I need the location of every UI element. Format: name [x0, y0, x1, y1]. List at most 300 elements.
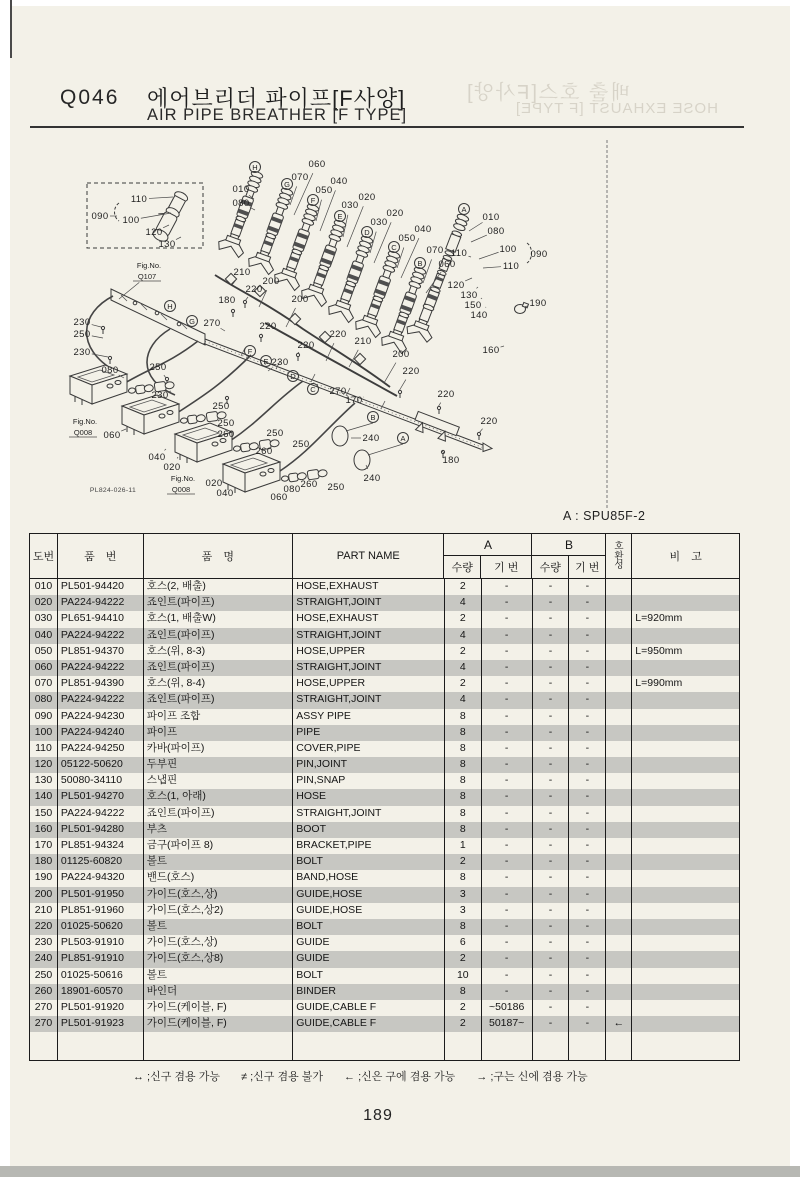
col-qty-a: 8 [445, 789, 482, 805]
col-nameko: 죠인트(파이프) [144, 595, 294, 611]
col-partno: PL851-94324 [58, 838, 144, 854]
col-serial-a: 50187~ [482, 1016, 533, 1032]
col-partname: BAND,HOSE [293, 870, 445, 886]
col-serial-a: - [482, 692, 533, 708]
col-serial-a: - [482, 919, 533, 935]
ref-letter: G [189, 316, 195, 326]
diagram-callout: 250 [73, 329, 91, 340]
table-row [30, 1000, 739, 1016]
col-serial-a: - [482, 870, 533, 886]
col-qty-a: 3 [445, 887, 482, 903]
diagram-callout: 120 [447, 280, 465, 291]
table-row [30, 919, 739, 935]
col-nameko: 죠인트(파이프) [144, 628, 294, 644]
parts-diagram [55, 133, 615, 515]
col-partname: BOLT [293, 968, 445, 984]
col-figno: 270 [30, 1016, 58, 1032]
col-qty-b: - [533, 757, 570, 773]
ref-letter: D [364, 227, 370, 237]
col-figno: 150 [30, 806, 58, 822]
col-remarks [632, 968, 739, 984]
bleedthrough-text-ko: 배출 호스[F사양] [465, 82, 630, 104]
col-partname: STRAIGHT,JOINT [293, 628, 445, 644]
col-figno: 230 [30, 935, 58, 951]
diagram-callout: 230 [73, 317, 91, 328]
col-remarks: L=950mm [635, 644, 683, 657]
diagram-callout: 040 [148, 452, 166, 463]
col-qty-a: 8 [445, 773, 482, 789]
col-figno: 060 [30, 660, 58, 676]
col-partname: HOSE,EXHAUST [293, 611, 445, 627]
col-partno: PA224-94222 [58, 660, 144, 676]
ref-letter: H [252, 162, 258, 172]
diagram-callout: 270 [329, 386, 347, 397]
col-remarks [632, 806, 739, 822]
diagram-callout: 150 [464, 300, 482, 311]
col-compat [606, 579, 632, 595]
col-serial-a: - [482, 984, 533, 1000]
diagram-callout: 160 [482, 345, 500, 356]
col-qty-a: 4 [445, 595, 482, 611]
col-serial-b: - [569, 887, 606, 903]
col-qty-a: 4 [445, 628, 482, 644]
diagram-callout: 080 [232, 198, 250, 209]
col-serial-b: - [569, 692, 606, 708]
col-serial-b: - [569, 984, 606, 1000]
col-figno: 100 [30, 725, 58, 741]
ref-letter: A [400, 433, 406, 443]
bleedthrough-text-en: HOSE EXHAUST [F TYPE] [515, 100, 718, 117]
diagram-callout: 180 [442, 455, 460, 466]
col-figno: 180 [30, 854, 58, 870]
col-qty-a: 4 [445, 692, 482, 708]
table-row [30, 773, 739, 789]
col-remarks [632, 773, 739, 789]
col-serial-a: ~50186 [482, 1000, 533, 1016]
col-qty-a: 8 [445, 725, 482, 741]
diagram-callout: 200 [392, 349, 410, 360]
col-remarks [632, 741, 739, 757]
col-qty-b: - [533, 595, 570, 611]
diagram-callout: 090 [91, 211, 109, 222]
col-qty-b: - [533, 660, 570, 676]
scan-edge-artifact [10, 0, 12, 58]
col-figno: 130 [30, 773, 58, 789]
col-figno: 050 [30, 644, 58, 660]
col-compat [606, 935, 632, 951]
col-compat [606, 757, 632, 773]
col-serial-a: - [482, 854, 533, 870]
col-qty-b: - [533, 870, 570, 886]
col-figno: 140 [30, 789, 58, 805]
diagram-callout: 110 [450, 248, 468, 259]
diagram-callout: 170 [345, 395, 363, 406]
th-compat: 호 환 성 [606, 534, 632, 578]
col-partno: PL651-94410 [58, 611, 144, 627]
col-qty-b: - [533, 725, 570, 741]
col-partname: BOLT [293, 854, 445, 870]
th-fig-no: 도번 [30, 534, 58, 578]
diagram-callout: 140 [470, 310, 488, 321]
diagram-callout: 220 [259, 321, 277, 332]
col-nameko: 가이드(호스,상) [144, 935, 294, 951]
legend-item: ≠ ;신구 겸용 불가 [240, 1071, 324, 1083]
col-compat [606, 660, 632, 676]
col-compat [606, 968, 632, 984]
ref-letter: C [391, 242, 397, 252]
diagram-callout: 030 [341, 200, 359, 211]
col-serial-b: - [569, 628, 606, 644]
col-compat [606, 628, 632, 644]
col-figno: 110 [30, 741, 58, 757]
diagram-callout: 260 [217, 429, 235, 440]
col-compat [606, 676, 632, 692]
table-row [30, 870, 739, 886]
ref-letter: A [461, 204, 467, 214]
col-remarks [632, 725, 739, 741]
guide-rings-240 [332, 423, 406, 470]
col-partno: PL851-94370 [58, 644, 144, 660]
col-serial-a: - [482, 644, 533, 660]
col-remarks [632, 919, 739, 935]
diagram-callout: 050 [398, 233, 416, 244]
col-remarks [632, 789, 739, 805]
col-qty-a: 2 [445, 854, 482, 870]
col-partname: HOSE,EXHAUST [293, 579, 445, 595]
col-remarks [632, 1000, 739, 1016]
diagram-callout: 220 [329, 329, 347, 340]
col-remarks: L=920mm [635, 612, 683, 625]
diagram-callout: 060 [438, 259, 456, 270]
col-compat [606, 725, 632, 741]
col-serial-a: - [482, 951, 533, 967]
ref-letter: D [290, 371, 296, 381]
diagram-callout: 060 [270, 492, 288, 503]
col-qty-b: - [533, 741, 570, 757]
col-compat [606, 709, 632, 725]
col-serial-a: - [482, 935, 533, 951]
empty-cell [58, 1032, 144, 1060]
col-partno: PL851-94390 [58, 676, 144, 692]
diagram-callout: 230 [271, 357, 289, 368]
col-serial-b: - [569, 741, 606, 757]
col-qty-b: - [533, 579, 570, 595]
col-partname: PIPE [293, 725, 445, 741]
col-partno: 01025-50620 [58, 919, 144, 935]
legend-item: ↔ ;신구 겸용 가능 [133, 1071, 220, 1083]
col-qty-b: - [533, 951, 570, 967]
col-serial-b: - [569, 789, 606, 805]
col-serial-b: - [569, 725, 606, 741]
parts-diagram-svg [55, 133, 615, 515]
col-serial-a: - [482, 806, 533, 822]
diagram-callout: 220 [402, 366, 420, 377]
col-serial-b: - [569, 838, 606, 854]
th-qty-b: 수량 [532, 556, 569, 578]
col-nameko: 가이드(호스,상8) [144, 951, 294, 967]
col-qty-a: 6 [445, 935, 482, 951]
page-title-english: AIR PIPE BREATHER [F TYPE] [147, 106, 408, 124]
diagram-callout: 020 [163, 462, 181, 473]
col-qty-b: - [533, 806, 570, 822]
empty-cell [533, 1032, 570, 1060]
col-serial-b: - [569, 773, 606, 789]
col-nameko: 호스(위, 8-4) [144, 676, 294, 692]
table-row [30, 806, 739, 822]
scanned-page [10, 6, 790, 1166]
col-qty-a: 8 [445, 757, 482, 773]
col-compat [606, 644, 632, 660]
ref-letter: C [310, 384, 316, 394]
table-row [30, 644, 739, 660]
col-nameko: 두부핀 [144, 757, 294, 773]
col-qty-b: - [533, 935, 570, 951]
diagram-callout: 250 [212, 401, 230, 412]
col-qty-a: 10 [445, 968, 482, 984]
col-qty-a: 4 [445, 660, 482, 676]
table-row [30, 676, 739, 692]
diagram-callout: 110 [130, 194, 148, 205]
col-remarks [632, 628, 739, 644]
col-partname: BOLT [293, 919, 445, 935]
col-qty-b: - [533, 854, 570, 870]
th-qty-a: 수량 [444, 556, 481, 578]
legend-item: → ;구는 신에 겸용 가능 [476, 1071, 588, 1083]
col-qty-b: - [533, 611, 570, 627]
col-nameko: 파이프 조합 [144, 709, 294, 725]
col-compat [606, 773, 632, 789]
col-compat [606, 822, 632, 838]
col-figno: 240 [30, 951, 58, 967]
col-nameko: 바인더 [144, 984, 294, 1000]
diagram-callout: 260 [300, 479, 318, 490]
col-nameko: 파이프 [144, 725, 294, 741]
diagram-callout: 070 [291, 172, 309, 183]
table-row [30, 838, 739, 854]
col-compat [606, 741, 632, 757]
diagram-callout: 260 [255, 446, 273, 457]
col-partname: GUIDE,CABLE F [293, 1016, 445, 1032]
diagram-callout: 100 [499, 244, 517, 255]
col-compat [606, 838, 632, 854]
ref-letter: H [167, 301, 173, 311]
empty-cell [144, 1032, 294, 1060]
table-row [30, 660, 739, 676]
col-remarks [632, 935, 739, 951]
table-row [30, 709, 739, 725]
th-group-b-label: B [532, 534, 605, 556]
diagram-callout: 230 [151, 390, 169, 401]
table-row [30, 789, 739, 805]
th-group-a [444, 534, 532, 578]
col-qty-a: 8 [445, 806, 482, 822]
diagram-callout: 200 [291, 294, 309, 305]
col-serial-a: - [482, 611, 533, 627]
col-qty-b: - [533, 676, 570, 692]
col-qty-b: - [533, 822, 570, 838]
col-partname: HOSE,UPPER [293, 644, 445, 660]
col-serial-b: - [569, 1016, 606, 1032]
col-qty-b: - [533, 628, 570, 644]
diagram-callout: 220 [245, 284, 263, 295]
col-partno: PL851-91910 [58, 951, 144, 967]
empty-cell [293, 1032, 445, 1060]
diagram-callout: 180 [218, 295, 236, 306]
col-remarks [632, 887, 739, 903]
col-serial-a: - [482, 838, 533, 854]
col-serial-a: - [482, 903, 533, 919]
col-qty-b: - [533, 919, 570, 935]
col-compat [606, 789, 632, 805]
col-figno: 080 [30, 692, 58, 708]
table-row [30, 579, 739, 595]
col-serial-b: - [569, 644, 606, 660]
col-serial-b: - [569, 870, 606, 886]
col-compat [606, 854, 632, 870]
th-part-name: PART NAME [293, 534, 444, 578]
col-qty-a: 8 [445, 870, 482, 886]
col-partname: GUIDE,HOSE [293, 903, 445, 919]
col-nameko: 부츠 [144, 822, 294, 838]
figure-reference: Fig.No. [136, 261, 162, 270]
col-serial-b: - [569, 595, 606, 611]
col-partno: PL501-94420 [58, 579, 144, 595]
col-serial-a: - [482, 725, 533, 741]
col-compat [606, 595, 632, 611]
col-compat [606, 951, 632, 967]
col-remarks [632, 951, 739, 967]
compat-legend [133, 1068, 588, 1084]
figure-reference: Fig.No. [170, 474, 196, 483]
col-serial-a: - [482, 676, 533, 692]
ref-letter: B [417, 258, 423, 268]
diagram-callout: 010 [232, 184, 250, 195]
col-serial-a: - [482, 660, 533, 676]
th-part-no: 품 번 [58, 534, 144, 578]
col-partname: COVER,PIPE [293, 741, 445, 757]
diagram-callout: 130 [158, 239, 176, 250]
diagram-callout: 010 [482, 212, 500, 223]
col-partname: STRAIGHT,JOINT [293, 660, 445, 676]
col-serial-b: - [569, 919, 606, 935]
col-serial-b: - [569, 676, 606, 692]
diagram-callout: 270 [203, 318, 221, 329]
col-qty-a: 8 [445, 741, 482, 757]
th-serial-b: 기 번 [575, 562, 600, 574]
table-row [30, 854, 739, 870]
col-qty-b: - [533, 1000, 570, 1016]
col-remarks [632, 854, 739, 870]
table-row [30, 968, 739, 984]
empty-cell [632, 1032, 739, 1060]
col-serial-a: - [482, 773, 533, 789]
table-row [30, 725, 739, 741]
ref-letter: B [370, 412, 376, 422]
diagram-callout: 090 [530, 249, 548, 260]
col-partname: STRAIGHT,JOINT [293, 806, 445, 822]
diagram-callout: 210 [233, 267, 251, 278]
col-partno: PL501-94280 [58, 822, 144, 838]
table-row [30, 692, 739, 708]
col-partname: STRAIGHT,JOINT [293, 595, 445, 611]
empty-cell [569, 1032, 606, 1060]
ref-letter: E [337, 211, 343, 221]
col-serial-a: - [482, 595, 533, 611]
table-row [30, 887, 739, 903]
col-serial-b: - [569, 579, 606, 595]
ref-letter: F [310, 195, 316, 205]
col-qty-a: 8 [445, 709, 482, 725]
diagram-callout: 220 [480, 416, 498, 427]
col-qty-a: 2 [445, 951, 482, 967]
diagram-callout: 060 [103, 430, 121, 441]
col-serial-b: - [569, 903, 606, 919]
col-qty-a: 8 [445, 822, 482, 838]
col-remarks [632, 984, 739, 1000]
col-qty-a: 8 [445, 919, 482, 935]
diagram-callout: 250 [149, 362, 167, 373]
col-nameko: 가이드(호스,상) [144, 887, 294, 903]
diagram-callout: 250 [217, 418, 235, 429]
col-qty-b: - [533, 838, 570, 854]
col-serial-a: - [482, 968, 533, 984]
col-partname: GUIDE,HOSE [293, 887, 445, 903]
col-partname: GUIDE [293, 935, 445, 951]
col-compat [606, 919, 632, 935]
table-empty-tail [30, 1032, 739, 1060]
table-row [30, 741, 739, 757]
pipe-rail [111, 289, 492, 452]
col-serial-b: - [569, 757, 606, 773]
col-qty-a: 3 [445, 903, 482, 919]
col-remarks: L=990mm [635, 677, 683, 690]
col-figno: 210 [30, 903, 58, 919]
table-row [30, 1016, 739, 1032]
col-nameko: 죠인트(파이프) [144, 692, 294, 708]
table-row [30, 628, 739, 644]
col-qty-b: - [533, 773, 570, 789]
col-serial-a: - [482, 709, 533, 725]
col-nameko: 가이드(케이블, F) [144, 1016, 294, 1032]
col-nameko: 볼트 [144, 854, 294, 870]
col-figno: 160 [30, 822, 58, 838]
empty-cell [30, 1032, 58, 1060]
diagram-callout: 110 [502, 261, 520, 272]
diagram-callout: 220 [297, 340, 315, 351]
col-serial-b: - [569, 1000, 606, 1016]
col-figno: 250 [30, 968, 58, 984]
title-divider [30, 126, 744, 128]
table-row [30, 595, 739, 611]
empty-cell [445, 1032, 482, 1060]
table-row [30, 951, 739, 967]
ref-letter: E [263, 356, 269, 366]
table-row [30, 935, 739, 951]
col-nameko: 카바(파이프) [144, 741, 294, 757]
col-partno: PL501-94270 [58, 789, 144, 805]
col-serial-a: - [482, 741, 533, 757]
col-figno: 030 [30, 611, 58, 627]
col-remarks [632, 870, 739, 886]
col-partno: PA224-94230 [58, 709, 144, 725]
col-remarks [632, 660, 739, 676]
col-figno: 010 [30, 579, 58, 595]
col-qty-b: - [533, 903, 570, 919]
th-group-b [532, 534, 606, 578]
diagram-callout: 040 [216, 488, 234, 499]
col-nameko: 볼트 [144, 968, 294, 984]
col-remarks [632, 692, 739, 708]
